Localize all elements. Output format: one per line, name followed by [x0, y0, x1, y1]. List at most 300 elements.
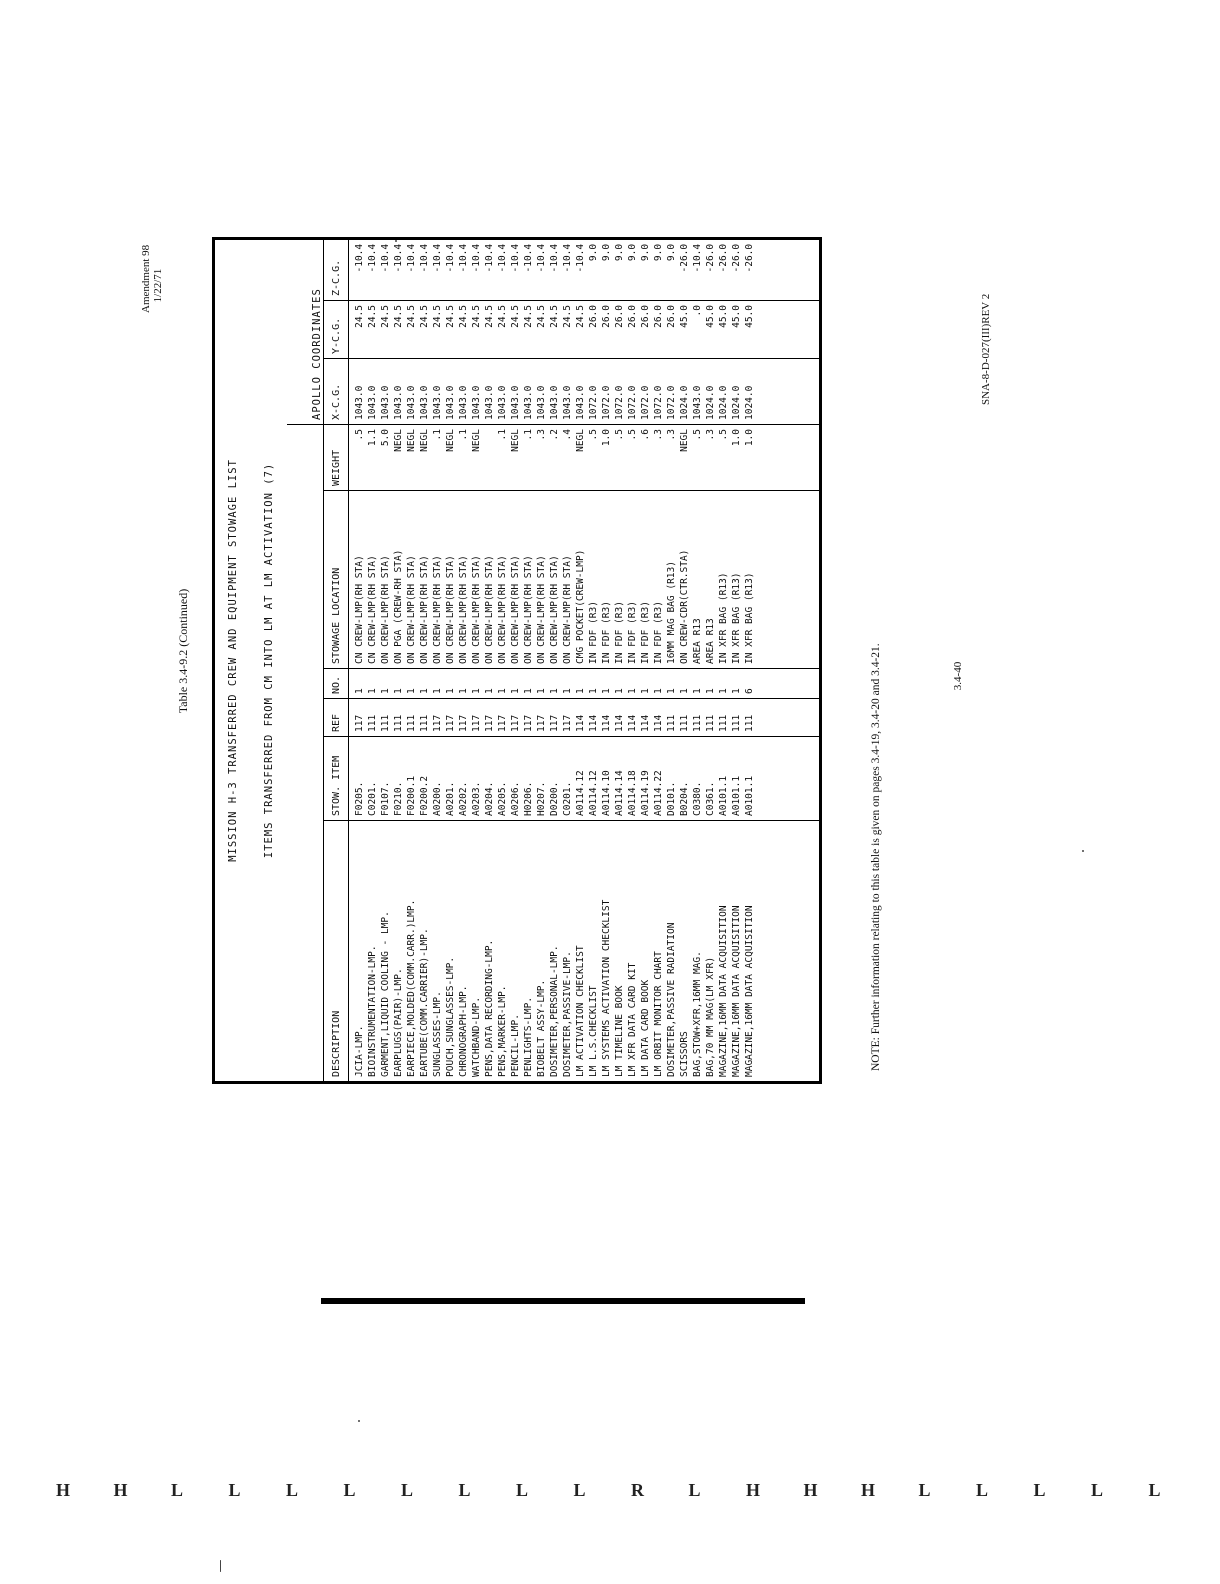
- scan-mark: L: [918, 1480, 931, 1500]
- table-cell: NEGL: [445, 429, 456, 452]
- table-cell: ON PGA (CREW-RH STA): [393, 549, 404, 664]
- table-cell: .1: [523, 429, 534, 441]
- table-cell: .2: [549, 429, 560, 441]
- table-cell: LM ORBIT MONITOR CHART: [653, 951, 664, 1077]
- table-cell: 24.5: [510, 305, 521, 328]
- table-cell: 45.0: [731, 305, 742, 328]
- table-title-2: ITEMS TRANSFERRED FROM CM INTO LM AT LM ACTIVATION (7): [263, 462, 275, 859]
- table-cell: 117: [445, 714, 456, 732]
- table-cell: A0202.: [458, 781, 469, 816]
- table-cell: EARTUBE(COMM.CARRIER)-LMP.: [419, 928, 430, 1077]
- table-cell: ON CREW-CDR(CTR.STA): [679, 549, 690, 664]
- table-cell: NEGL: [393, 429, 404, 452]
- table-cell: .5: [692, 429, 703, 441]
- stowage-table-rotated: [212, 240, 822, 1084]
- table-cell: -10.4: [549, 243, 560, 273]
- table-cell: ON CREW-LMP(RH STA): [562, 555, 573, 664]
- table-cell: 1043.0: [549, 385, 560, 420]
- table-cell: -10.4: [536, 243, 547, 273]
- scan-mark: L: [688, 1480, 701, 1500]
- table-cell: IN FDF (R3): [601, 601, 612, 664]
- table-cell: 24.5: [471, 305, 482, 328]
- table-cell: 1072.0: [627, 385, 638, 420]
- table-cell: 26.0: [653, 305, 664, 328]
- table-cell: IN XFR BAG (R13): [731, 572, 742, 664]
- table-cell: -10.4: [380, 243, 391, 273]
- table-cell: 1043.0: [523, 385, 534, 420]
- col-description: DESCRIPTION: [324, 821, 349, 1083]
- table-cell: 16MM MAG BAG (R13): [666, 561, 677, 664]
- table-cell: 114: [653, 714, 664, 732]
- table-cell: PENLIGHTS-LMP.: [523, 996, 534, 1077]
- table-cell: 1043.0: [575, 385, 586, 420]
- table-cell: 26.0: [627, 305, 638, 328]
- table-cell: -10.4: [562, 243, 573, 273]
- table-cell: F0200.1: [406, 775, 417, 816]
- table-note: NOTE: Further information relating to this table is given on pages 3.4-19, 3.4-20 and 3.4-21.: [870, 643, 882, 1071]
- table-cell: LM ACTIVATION CHECKLIST: [575, 945, 586, 1077]
- heavy-rule: [321, 1298, 805, 1304]
- table-cell: 1: [419, 688, 430, 694]
- scan-mark: R: [631, 1480, 644, 1500]
- table-cell: A0205.: [497, 781, 508, 816]
- table-cell: JCIA-LMP.: [354, 1025, 365, 1077]
- table-title-1: MISSION H-3 TRANSFERRED CREW AND EQUIPMENT STOWAGE LIST: [227, 459, 239, 862]
- table-cell: 1072.0: [640, 385, 651, 420]
- table-cell: MAGAZINE,16MM DATA ACQUISITION: [731, 905, 742, 1077]
- table-cell: -10.4: [367, 243, 378, 273]
- table-cell: LM XFR DATA CARD KIT: [627, 962, 638, 1077]
- table-cell: .5: [718, 429, 729, 441]
- scan-speck: [220, 1560, 221, 1572]
- table-cell: PENS,DATA RECORDING-LMP.: [484, 939, 495, 1077]
- table-cell: PENCIL-LMP.: [510, 1014, 521, 1077]
- table-cell: .5: [627, 429, 638, 441]
- table-cell: A0204.: [484, 781, 495, 816]
- scan-mark: H: [746, 1480, 761, 1500]
- table-cell: ON CREW-LMP(RH STA): [510, 555, 521, 664]
- table-cell: 24.5: [484, 305, 495, 328]
- table-cell: 111: [679, 714, 690, 732]
- scan-speck: [358, 1420, 360, 1422]
- table-cell: DOSIMETER,PERSONAL-LMP.: [549, 945, 560, 1077]
- table-cell: SCISSORS: [679, 1031, 690, 1077]
- table-cell: C0201.: [367, 781, 378, 816]
- col-stowage-location: STOWAGE LOCATION: [324, 491, 349, 669]
- table-cell: IN FDF (R3): [640, 601, 651, 664]
- table-cell: 1072.0: [666, 385, 677, 420]
- table-cell: 114: [614, 714, 625, 732]
- table-cell: 1: [510, 688, 521, 694]
- table-cell: B0204.: [679, 781, 690, 816]
- table-cell: 1043.0: [380, 385, 391, 420]
- table-cell: 111: [692, 714, 703, 732]
- scan-mark: L: [976, 1480, 989, 1500]
- table-cell: 1: [575, 688, 586, 694]
- table-cell: CN CREW-LMP(RH STA): [367, 555, 378, 664]
- table-cell: 1: [406, 688, 417, 694]
- col-stow-item: STOW. ITEM: [324, 737, 349, 821]
- table-cell: 1: [666, 688, 677, 694]
- table-cell: 1: [484, 688, 495, 694]
- scan-mark: H: [113, 1480, 128, 1500]
- scan-edge-marks: [56, 1480, 1161, 1502]
- scan-mark: L: [343, 1480, 356, 1500]
- table-cell: MAGAZINE,16MM DATA ACQUISITION: [744, 905, 755, 1077]
- column-header-row: [324, 238, 349, 1082]
- table-cell: C0380.: [692, 781, 703, 816]
- table-cell: 117: [484, 714, 495, 732]
- table-cell: IN FDF (R3): [614, 601, 625, 664]
- scan-mark: H: [803, 1480, 818, 1500]
- table-cell: -10.4: [484, 243, 495, 273]
- table-cell: -10.4: [393, 243, 404, 273]
- table-cell: -10.4: [497, 243, 508, 273]
- table-cell: 45.0: [744, 305, 755, 328]
- table-cell: 1.0: [744, 429, 755, 447]
- page-number: 3.4-40: [952, 661, 964, 691]
- col-ref: REF: [324, 699, 349, 737]
- table-cell: .1: [497, 429, 508, 441]
- table-cell: IN FDF (R3): [653, 601, 664, 664]
- table-cell: SUNGLASSES-LMP.: [432, 991, 443, 1077]
- table-cell: 1: [536, 688, 547, 694]
- table-caption: Table 3.4-9.2 (Continued): [176, 588, 190, 714]
- table-cell: 1: [679, 688, 690, 694]
- scan-mark: L: [171, 1480, 184, 1500]
- table-cell: A0101.1: [731, 775, 742, 816]
- scan-mark: L: [1033, 1480, 1046, 1500]
- description-cells: [349, 821, 821, 1083]
- table-cell: AREA R13: [705, 618, 716, 664]
- table-cell: 24.5: [458, 305, 469, 328]
- table-cell: 114: [575, 714, 586, 732]
- table-cell: 1.0: [601, 429, 612, 447]
- table-cell: 1043.0: [367, 385, 378, 420]
- table-cell: 1043.0: [497, 385, 508, 420]
- table-cell: IN XFR BAG (R13): [718, 572, 729, 664]
- table-cell: WATCHBAND-LMP.: [471, 996, 482, 1077]
- table-cell: 24.5: [393, 305, 404, 328]
- table-cell: ON CREW-LMP(RH STA): [380, 555, 391, 664]
- table-cell: ON CREW-LMP(RH STA): [484, 555, 495, 664]
- stowage-table: [212, 237, 822, 1084]
- table-cell: 1: [497, 688, 508, 694]
- table-cell: NEGL: [510, 429, 521, 452]
- col-no: NO.: [324, 669, 349, 699]
- table-cell: 1043.0: [510, 385, 521, 420]
- table-cell: .3: [666, 429, 677, 441]
- scan-mark: H: [861, 1480, 876, 1500]
- scan-mark: L: [516, 1480, 529, 1500]
- table-cell: 1: [627, 688, 638, 694]
- table-cell: 111: [367, 714, 378, 732]
- table-cell: 114: [588, 714, 599, 732]
- table-cell: ON CREW-LMP(RH STA): [458, 555, 469, 664]
- table-cell: -26.0: [718, 243, 729, 273]
- table-cell: -10.4: [471, 243, 482, 273]
- table-cell: 24.5: [575, 305, 586, 328]
- table-cell: MAGAZINE,16MM DATA ACQUISITION: [718, 905, 729, 1077]
- table-cell: ON CREW-LMP(RH STA): [419, 555, 430, 664]
- table-cell: D0200.: [549, 781, 560, 816]
- table-cell: GARMENT,LIQUID COOLING - LMP.: [380, 911, 391, 1077]
- table-cell: -10.4: [692, 243, 703, 273]
- table-cell: 1043.0: [393, 385, 404, 420]
- z-cg-cells: [349, 238, 821, 300]
- table-cell: 9.0: [614, 243, 625, 262]
- table-cell: -26.0: [731, 243, 742, 273]
- table-cell: .5: [588, 429, 599, 441]
- table-cell: 1043.0: [484, 385, 495, 420]
- table-cell: 9.0: [588, 243, 599, 262]
- table-cell: LM DATA CARD BOOK: [640, 979, 651, 1077]
- table-cell: 117: [458, 714, 469, 732]
- weight-cells: [349, 425, 821, 491]
- ref-cells: [349, 699, 821, 737]
- table-cell: 45.0: [718, 305, 729, 328]
- table-cell: ON CREW-LMP(RH STA): [471, 555, 482, 664]
- table-cell: LM SYSTEMS ACTIVATION CHECKLIST: [601, 899, 612, 1077]
- table-cell: 1.1: [367, 429, 378, 447]
- table-cell: 24.5: [419, 305, 430, 328]
- table-cell: 111: [419, 714, 430, 732]
- table-cell: IN FDF (R3): [627, 601, 638, 664]
- table-cell: 1: [588, 688, 599, 694]
- table-cell: -10.4: [432, 243, 443, 273]
- table-cell: -26.0: [744, 243, 755, 273]
- scan-mark: H: [56, 1480, 71, 1500]
- table-cell: 1043.0: [471, 385, 482, 420]
- table-cell: 111: [406, 714, 417, 732]
- table-cell: 24.5: [406, 305, 417, 328]
- table-cell: 1: [705, 688, 716, 694]
- table-cell: 26.0: [666, 305, 677, 328]
- table-cell: 1024.0: [744, 385, 755, 420]
- table-cell: 117: [354, 714, 365, 732]
- table-cell: -10.4: [419, 243, 430, 273]
- no-cells: [349, 669, 821, 699]
- table-cell: A0114.12: [575, 770, 586, 816]
- table-cell: 1043.0: [562, 385, 573, 420]
- table-cell: A0114.14: [614, 770, 625, 816]
- table-cell: 26.0: [640, 305, 651, 328]
- table-cell: 9.0: [653, 243, 664, 262]
- table-cell: EARPIECE,MOLDED(COMM.CARR.)LMP.: [406, 899, 417, 1077]
- stow-item-cells: [349, 737, 821, 821]
- scan-mark: L: [1091, 1480, 1104, 1500]
- table-cell: LM TIMELINE BOOK: [614, 985, 625, 1077]
- table-cell: A0114.18: [627, 770, 638, 816]
- table-cell: 1024.0: [718, 385, 729, 420]
- scan-mark: L: [458, 1480, 471, 1500]
- table-cell: 24.5: [354, 305, 365, 328]
- table-cell: 1: [640, 688, 651, 694]
- table-cell: 24.5: [497, 305, 508, 328]
- y-cg-cells: [349, 301, 821, 359]
- table-cell: -10.4: [445, 243, 456, 273]
- table-cell: 24.5: [562, 305, 573, 328]
- table-cell: -10.4: [406, 243, 417, 273]
- table-cell: H0207.: [536, 781, 547, 816]
- scan-mark: L: [228, 1480, 241, 1500]
- table-cell: 1043.0: [445, 385, 456, 420]
- table-cell: 9.0: [627, 243, 638, 262]
- table-cell: F0107.: [380, 781, 391, 816]
- table-cell: 117: [510, 714, 521, 732]
- table-cell: NEGL: [419, 429, 430, 452]
- table-cell: 117: [471, 714, 482, 732]
- table-cell: 1: [380, 688, 391, 694]
- scan-speck: [395, 240, 397, 242]
- table-cell: [483, 429, 496, 486]
- table-cell: ON CREW-LMP(RH STA): [445, 555, 456, 664]
- table-cell: 111: [744, 714, 755, 732]
- table-cell: 6: [744, 688, 755, 694]
- table-cell: ON CREW-LMP(RH STA): [497, 555, 508, 664]
- table-cell: 26.0: [614, 305, 625, 328]
- table-cell: F0205.: [354, 781, 365, 816]
- table-cell: 1: [614, 688, 625, 694]
- table-cell: ON CREW-LMP(RH STA): [536, 555, 547, 664]
- table-cell: 117: [497, 714, 508, 732]
- table-cell: 1024.0: [679, 385, 690, 420]
- table-cell: 117: [536, 714, 547, 732]
- table-cell: 1: [562, 688, 573, 694]
- table-cell: 24.5: [445, 305, 456, 328]
- table-cell: -26.0: [705, 243, 716, 273]
- scan-mark: L: [401, 1480, 414, 1500]
- table-cell: 111: [705, 714, 716, 732]
- table-cell: 1043.0: [432, 385, 443, 420]
- table-cell: .1: [458, 429, 469, 441]
- table-cell: IN FDF (R3): [588, 601, 599, 664]
- table-cell: 1072.0: [601, 385, 612, 420]
- table-cell: 1: [354, 688, 365, 694]
- table-cell: C0201.: [562, 781, 573, 816]
- table-cell: ON CREW-LMP(RH STA): [523, 555, 534, 664]
- table-cell: 9.0: [640, 243, 651, 262]
- table-cell: 24.5: [523, 305, 534, 328]
- table-cell: ON CREW-LMP(RH STA): [549, 555, 560, 664]
- table-cell: 117: [562, 714, 573, 732]
- table-cell: .5: [354, 429, 365, 441]
- table-cell: BIOINSTRUMENTATION-LMP.: [367, 945, 378, 1077]
- table-cell: ON CREW-LMP(RH STA): [406, 555, 417, 664]
- table-cell: D0101.: [666, 781, 677, 816]
- table-cell: 24.5: [380, 305, 391, 328]
- table-cell: AREA R13: [692, 618, 703, 664]
- table-cell: BAG,70 MM MAG(LM XFR): [705, 956, 716, 1077]
- table-cell: 24.5: [536, 305, 547, 328]
- table-cell: 117: [432, 714, 443, 732]
- table-cell: A0114.12: [588, 770, 599, 816]
- table-cell: .3: [653, 429, 664, 441]
- table-cell: 1: [731, 688, 742, 694]
- table-cell: CN CREW-LMP(RH STA): [354, 555, 365, 664]
- table-cell: .0: [692, 305, 703, 317]
- table-cell: 1.0: [731, 429, 742, 447]
- table-cell: 45.0: [679, 305, 690, 328]
- table-cell: 26.0: [588, 305, 599, 328]
- table-cell: 111: [380, 714, 391, 732]
- group-header: APOLLO COORDINATES: [311, 288, 323, 420]
- table-body-row: [349, 238, 821, 1082]
- table-cell: 1043.0: [536, 385, 547, 420]
- table-cell: 1: [718, 688, 729, 694]
- table-cell: 1043.0: [406, 385, 417, 420]
- amendment-block: [140, 244, 164, 313]
- table-cell: 111: [718, 714, 729, 732]
- table-cell: 1: [601, 688, 612, 694]
- table-cell: 1: [523, 688, 534, 694]
- table-cell: NEGL: [406, 429, 417, 452]
- col-x-cg: X-C.G.: [324, 359, 349, 425]
- table-cell: 1: [653, 688, 664, 694]
- table-cell: 24.5: [549, 305, 560, 328]
- document-id: SNA-8-D-027(III)REV 2: [980, 293, 992, 405]
- table-cell: .3: [536, 429, 547, 441]
- table-cell: 5.0: [380, 429, 391, 447]
- table-cell: -10.4: [575, 243, 586, 273]
- table-cell: A0114.19: [640, 770, 651, 816]
- table-cell: C0361.: [705, 781, 716, 816]
- table-cell: 9.0: [601, 243, 612, 262]
- table-cell: -10.4: [354, 243, 365, 273]
- table-cell: .4: [562, 429, 573, 441]
- scan-mark: L: [286, 1480, 299, 1500]
- table-cell: 9.0: [666, 243, 677, 262]
- table-cell: .1: [432, 429, 443, 441]
- table-cell: CHRONOGRAPH-LMP.: [458, 985, 469, 1077]
- table-cell: 111: [666, 714, 677, 732]
- table-cell: 114: [627, 714, 638, 732]
- table-cell: 1: [458, 688, 469, 694]
- table-cell: -10.4: [458, 243, 469, 273]
- table-cell: 1072.0: [614, 385, 625, 420]
- table-cell: 1024.0: [705, 385, 716, 420]
- table-cell: LM L.S.CHECKLIST: [588, 985, 599, 1077]
- table-cell: NEGL: [471, 429, 482, 452]
- table-cell: 117: [549, 714, 560, 732]
- amendment-number: Amendment 98: [140, 244, 152, 313]
- table-cell: 1: [393, 688, 404, 694]
- table-cell: A0101.1: [718, 775, 729, 816]
- table-cell: 1043.0: [419, 385, 430, 420]
- table-cell: 1043.0: [692, 385, 703, 420]
- table-cell: .6: [640, 429, 651, 441]
- table-cell: NEGL: [679, 429, 690, 452]
- table-cell: 1: [692, 688, 703, 694]
- table-cell: 114: [640, 714, 651, 732]
- table-cell: A0200.: [432, 781, 443, 816]
- table-cell: PENS,MARKER-LMP.: [497, 985, 508, 1077]
- table-cell: 26.0: [601, 305, 612, 328]
- table-cell: 1072.0: [653, 385, 664, 420]
- scan-mark: L: [573, 1480, 586, 1500]
- table-cell: 1043.0: [458, 385, 469, 420]
- table-cell: 24.5: [432, 305, 443, 328]
- table-cell: 1: [445, 688, 456, 694]
- table-cell: 111: [393, 714, 404, 732]
- table-cell: ON CREW-LMP(RH STA): [432, 555, 443, 664]
- table-cell: A0206.: [510, 781, 521, 816]
- stowage-location-cells: [349, 491, 821, 669]
- table-cell: -10.4: [523, 243, 534, 273]
- table-cell: 1: [367, 688, 378, 694]
- amendment-date: 1/22/71: [152, 268, 164, 303]
- table-cell: 1: [432, 688, 443, 694]
